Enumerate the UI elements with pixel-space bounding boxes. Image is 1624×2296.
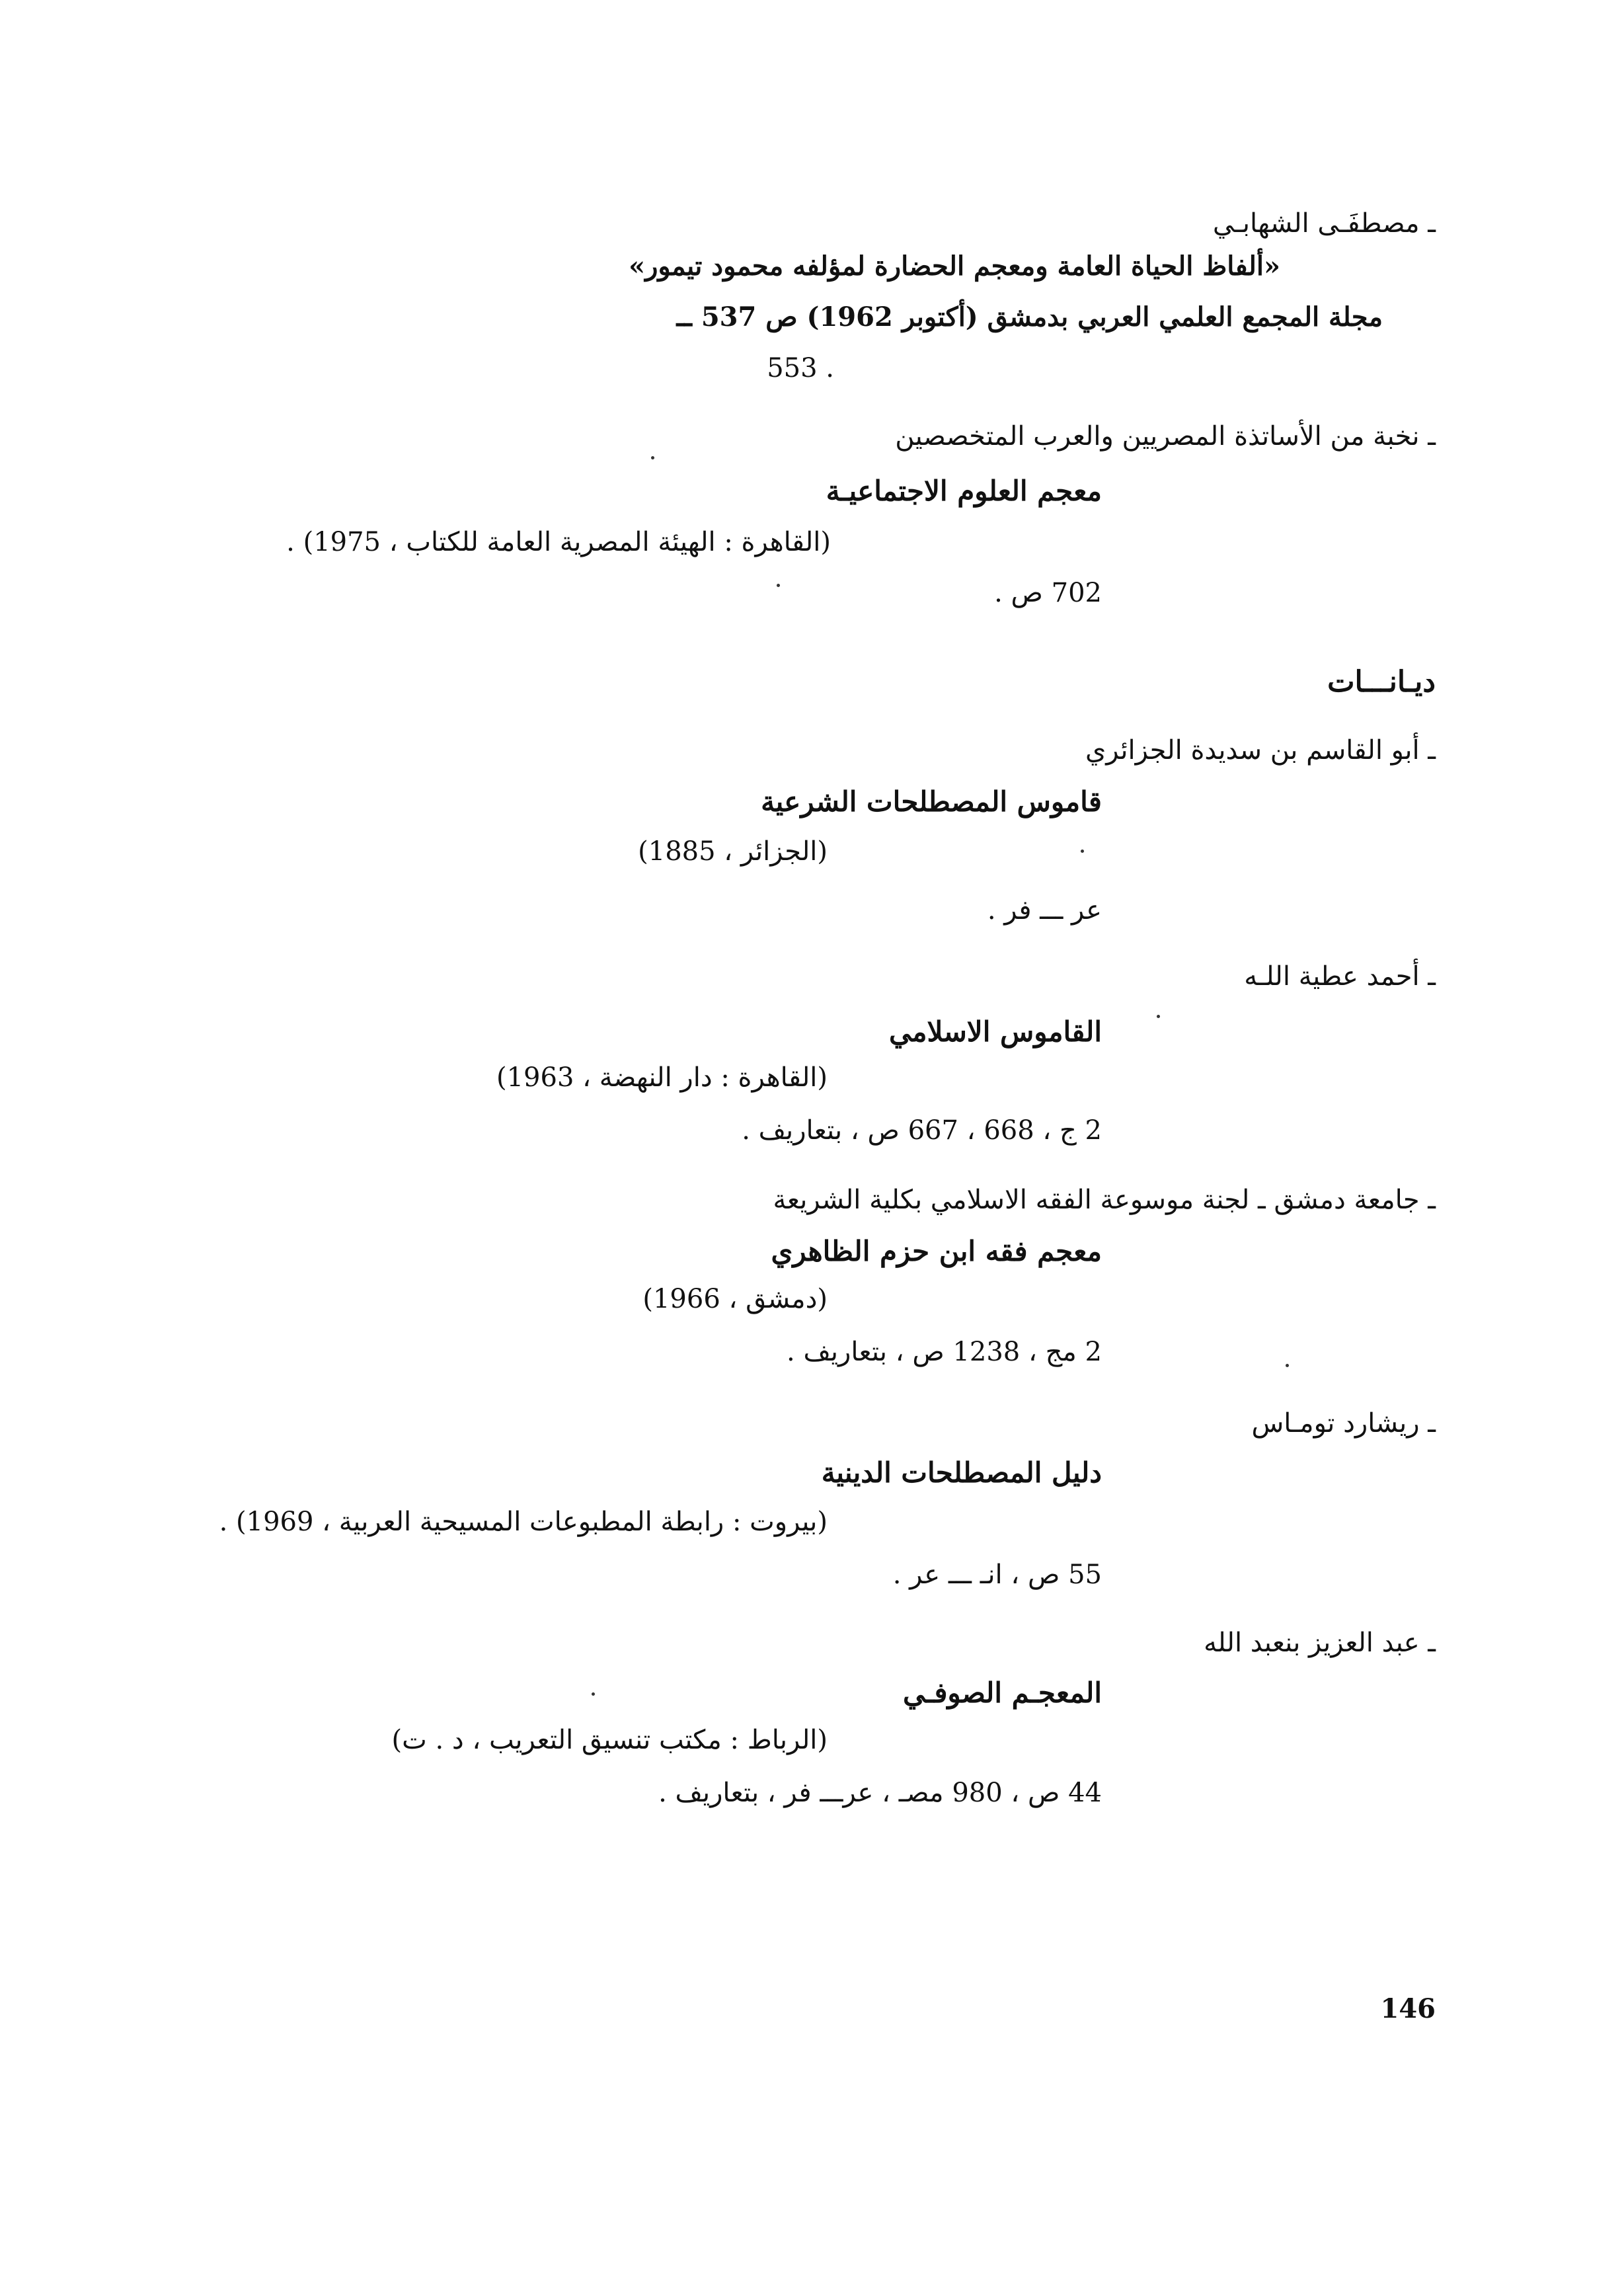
- entry-publication: (الجزائر ، 1885): [638, 836, 828, 867]
- entry-author: ـ جامعة دمشق ـ لجنة موسوعة الفقه الاسلامي بكلية الشريعة: [773, 1185, 1436, 1215]
- page-number: 146: [1380, 1993, 1436, 2024]
- entry-description: 44 ص ، 980 مصـ ، عرـــ فر ، بتعاريف .: [658, 1778, 1102, 1808]
- print-speck: [1081, 850, 1084, 853]
- entry-author: ـ نخبة من الأساتذة المصريين والعرب المتخصصين: [895, 421, 1436, 452]
- entry-title: «ألفاظ الحياة العامة ومعجم الحضارة لمؤلفه محمود تيمور»: [629, 251, 1280, 282]
- entry-publication: (الرباط : مكتب تنسيق التعريب ، د . ت): [391, 1725, 828, 1755]
- entry-description: 2 مج ، 1238 ص ، بتعاريف .: [787, 1337, 1102, 1367]
- entry-publication: (بيروت : رابطة المطبوعات المسيحية العربية ، 1969) .: [219, 1507, 828, 1537]
- entry-description: 55 ص ، انـ ـــ عر .: [892, 1560, 1102, 1590]
- entry-title: معجم فقه ابن حزم الظاهري: [771, 1235, 1102, 1267]
- print-speck: [1157, 1015, 1160, 1018]
- entry-title: القاموس الاسلامي: [889, 1015, 1102, 1048]
- entry-author: ـ مصطفَـى الشهابـي: [1212, 208, 1436, 239]
- entry-author: ـ أحمد عطية اللـه: [1244, 961, 1436, 992]
- entry-description: 702 ص .: [994, 578, 1102, 608]
- print-speck: [777, 584, 780, 587]
- entry-publication: (القاهرة : الهيئة المصرية العامة للكتاب ، 1975) .: [286, 527, 831, 557]
- print-speck: [592, 1692, 595, 1696]
- entry-publication: مجلة المجمع العلمي العربي بدمشق (أكتوبر 1962) ص 537 ــ: [676, 301, 1383, 333]
- entry-title: المعجـم الصوفـي: [903, 1677, 1102, 1709]
- entry-author: ـ ريشارد تومـاس: [1251, 1408, 1436, 1439]
- entry-author: ـ عبد العزيز بنعبد الله: [1204, 1628, 1436, 1658]
- entry-description: عر ـــ فر .: [987, 895, 1102, 926]
- entry-title: دليل المصطلحات الدينية: [821, 1456, 1102, 1489]
- entry-description: 2 ج ، 668 ، 667 ص ، بتعاريف .: [742, 1115, 1102, 1146]
- entry-author: ـ أبو القاسم بن سديدة الجزائري: [1085, 735, 1436, 766]
- entry-title: قاموس المصطلحات الشرعية: [761, 785, 1102, 818]
- entry-pages: 553 .: [767, 353, 834, 383]
- entry-publication: (القاهرة : دار النهضة ، 1963): [496, 1062, 828, 1093]
- entry-publication: (دمشق ، 1966): [642, 1284, 828, 1314]
- section-heading: ديـانـــات: [1327, 665, 1436, 699]
- print-speck: [651, 456, 654, 459]
- print-speck: [1286, 1364, 1289, 1367]
- entry-title: معجم العلوم الاجتماعيـة: [826, 475, 1102, 507]
